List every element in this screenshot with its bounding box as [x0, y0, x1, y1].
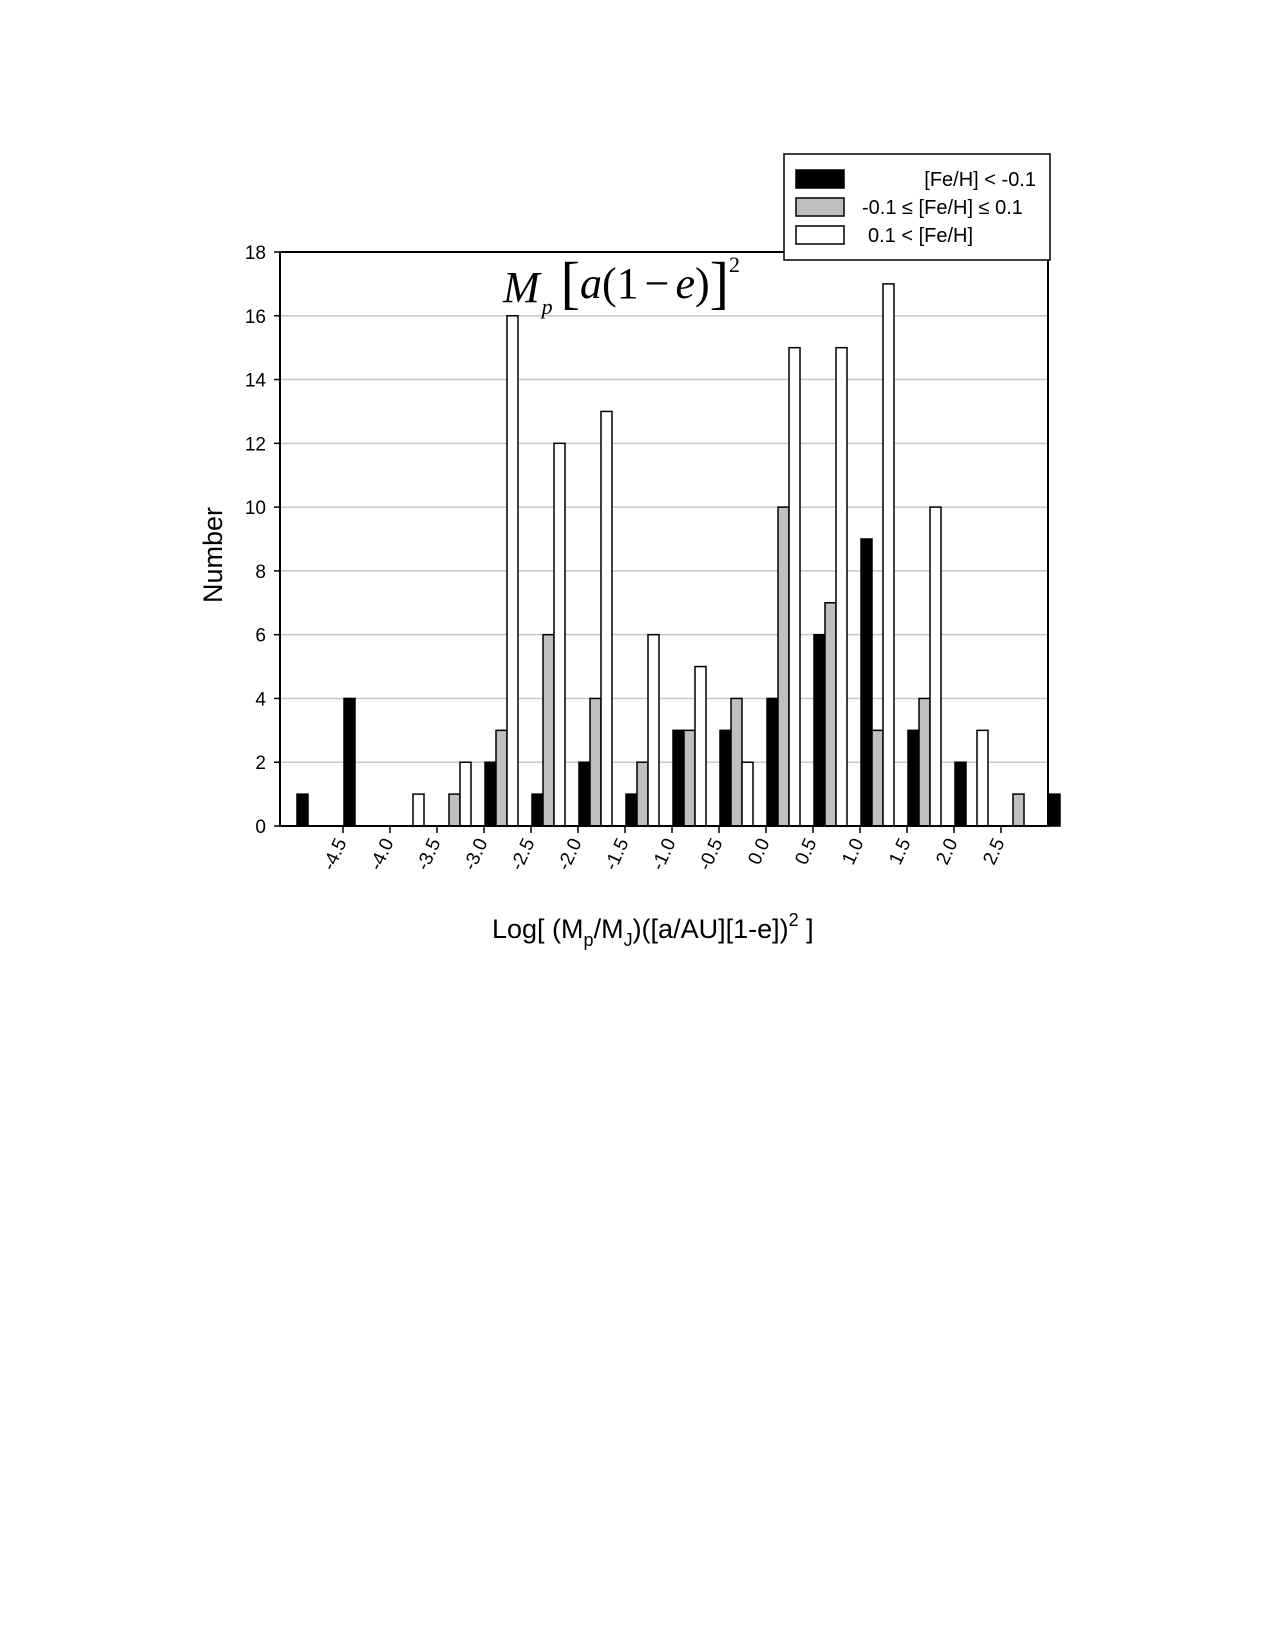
bar-high-metallicity — [554, 443, 565, 826]
x-tick-label: -0.5 — [694, 835, 728, 874]
x-tick-label: -1.0 — [647, 835, 681, 874]
bar-high-metallicity — [413, 794, 424, 826]
legend-swatch-high-metallicity — [796, 226, 844, 244]
bar-high-metallicity — [742, 762, 753, 826]
bar-low-metallicity — [767, 698, 778, 826]
bar-high-metallicity — [507, 316, 518, 826]
bar-solar-metallicity — [1013, 794, 1024, 826]
y-tick-label: 18 — [244, 243, 266, 264]
bar-low-metallicity — [579, 762, 590, 826]
legend-label-solar-metallicity: -0.1 ≤ [Fe/H] ≤ 0.1 — [862, 197, 1023, 219]
legend — [784, 154, 1050, 260]
bar-solar-metallicity — [778, 507, 789, 826]
x-axis-label: Log[ $(M_p/M_J)([a/AU][1-e])^2$ ] — [492, 910, 814, 950]
x-tick-label: -1.5 — [600, 835, 634, 874]
x-tick-label: 2.5 — [979, 835, 1010, 869]
bar-solar-metallicity — [731, 698, 742, 826]
x-tick-label: 2.0 — [932, 835, 963, 869]
bar-solar-metallicity — [590, 698, 601, 826]
bar-high-metallicity — [648, 635, 659, 826]
bar-high-metallicity — [836, 348, 847, 826]
x-tick-label: -4.0 — [365, 835, 399, 874]
bar-low-metallicity — [532, 794, 543, 826]
bar-high-metallicity — [789, 348, 800, 826]
y-tick-label: 12 — [244, 434, 266, 456]
bar-high-metallicity — [883, 284, 894, 826]
x-axis-ticks — [319, 826, 1010, 874]
y-tick-label: 0 — [255, 817, 266, 838]
x-tick-label: -2.0 — [553, 835, 587, 874]
bar-low-metallicity — [720, 730, 731, 826]
bar-low-metallicity — [626, 794, 637, 826]
legend-swatch-solar-metallicity — [796, 198, 844, 216]
bar-solar-metallicity — [825, 603, 836, 826]
x-tick-label: -3.5 — [412, 835, 446, 874]
bar-low-metallicity — [344, 698, 355, 826]
bar-solar-metallicity — [919, 698, 930, 826]
x-tick-label: -2.5 — [506, 835, 540, 874]
bar-solar-metallicity — [496, 730, 507, 826]
y-tick-label: 8 — [255, 561, 266, 583]
bars — [297, 284, 1060, 826]
bar-solar-metallicity — [684, 730, 695, 826]
y-axis-label: Number — [198, 506, 228, 604]
x-tick-label: 0.5 — [791, 835, 822, 869]
bar-solar-metallicity — [449, 794, 460, 826]
bar-solar-metallicity — [872, 730, 883, 826]
legend-label-low-metallicity: [Fe/H] < -0.1 — [924, 169, 1036, 191]
legend-swatch-low-metallicity — [796, 170, 844, 188]
bar-low-metallicity — [673, 730, 684, 826]
bar-high-metallicity — [930, 507, 941, 826]
x-tick-label: 0.0 — [744, 835, 775, 869]
bar-low-metallicity — [861, 539, 872, 826]
y-tick-label: 6 — [255, 625, 266, 647]
bar-high-metallicity — [460, 762, 471, 826]
bar-low-metallicity — [297, 794, 308, 826]
y-tick-label: 16 — [244, 306, 266, 328]
y-axis-ticks — [245, 243, 280, 838]
bar-low-metallicity — [955, 762, 966, 826]
x-tick-label: 1.5 — [885, 835, 916, 869]
y-tick-label: 10 — [244, 498, 266, 520]
y-tick-label: 14 — [244, 370, 266, 392]
y-tick-label: 4 — [255, 689, 266, 711]
bar-low-metallicity — [814, 635, 825, 826]
bar-low-metallicity — [485, 762, 496, 826]
bar-solar-metallicity — [543, 635, 554, 826]
bar-low-metallicity — [1049, 794, 1060, 826]
bar-high-metallicity — [695, 667, 706, 826]
y-tick-label: 2 — [255, 753, 266, 775]
bar-high-metallicity — [977, 730, 988, 826]
x-tick-label: -3.0 — [459, 835, 493, 874]
legend-label-high-metallicity: 0.1 < [Fe/H] — [868, 225, 974, 247]
bar-high-metallicity — [601, 411, 612, 826]
x-tick-label: -4.5 — [318, 835, 352, 874]
bar-solar-metallicity — [637, 762, 648, 826]
chart-title-formula: $M_p$ $[a(1 - e)]^2$ — [503, 250, 740, 319]
x-tick-label: 1.0 — [838, 835, 869, 869]
bar-low-metallicity — [908, 730, 919, 826]
